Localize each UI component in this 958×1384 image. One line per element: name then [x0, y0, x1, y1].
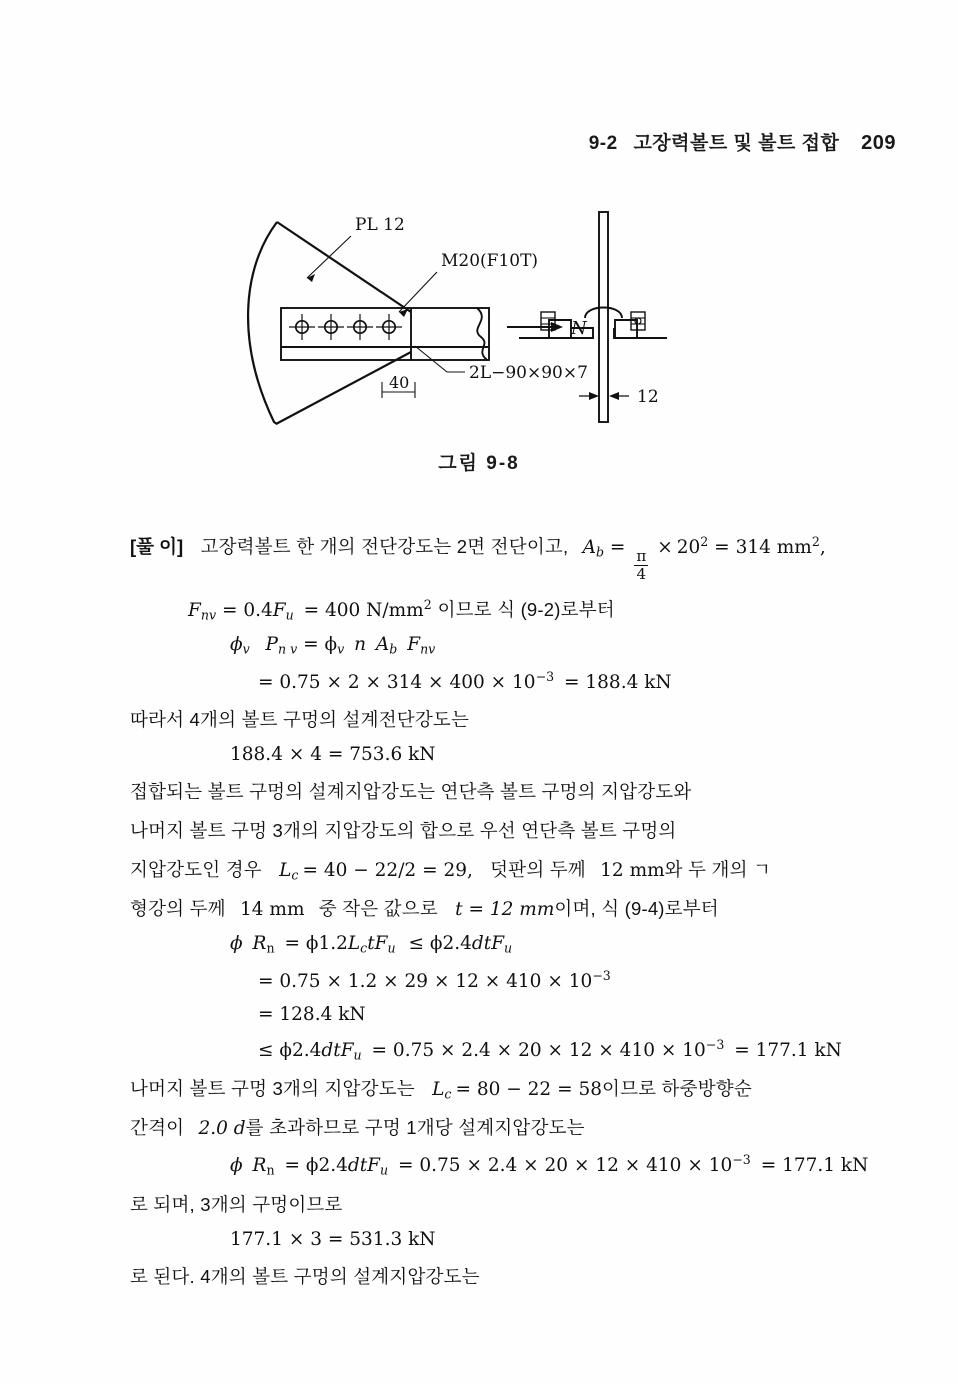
solution-line2-tail: 이므로 식 (9-2)로부터 [437, 598, 615, 620]
running-head [0, 128, 896, 155]
thickness-arrow-right [609, 392, 619, 400]
solution-line-2 [130, 596, 830, 623]
value-plate-thickness: 12 mm [600, 859, 665, 881]
value-2d: 2.0 d [198, 1118, 246, 1140]
header-section-number: 9-2 [588, 133, 618, 154]
page-number: 209 [861, 132, 896, 154]
paragraph-bearing-2: 나머지 볼트 구멍 3개의 지압강도의 합으로 우선 연단측 볼트 구멍의 [130, 819, 677, 841]
side-view-angle-right [615, 320, 637, 338]
label-plate-thickness: 12 [637, 387, 659, 407]
paragraph-remaining-1: 나머지 볼트 구멍 3개의 지압강도는 $L_c = 80 - 22 = 58$이므로 하중방향순 [130, 1077, 752, 1102]
gusset-plate-upper-edge [277, 222, 411, 312]
solution-line1-text: 고장력볼트 한 개의 전단강도는 2면 전단이고, [200, 536, 569, 557]
solution-body [130, 520, 869, 1289]
figure-drawing [219, 200, 739, 430]
bolt-3 [347, 314, 373, 340]
leader-arrow-plate [307, 274, 315, 282]
header-chapter-title: 고장력볼트 및 볼트 접합 [633, 133, 840, 154]
value-angle-thickness: 14 mm [239, 899, 305, 921]
solution-line-1 [130, 533, 830, 583]
figure-caption: 그림 9-8 [438, 453, 520, 474]
angle-member-outline [281, 308, 489, 360]
paragraph-remaining-2: 간격이 2.0 d를 초과하므로 구멍 1개당 설계지압강도는 [130, 1117, 585, 1140]
label-edge-distance: 40 [389, 373, 410, 392]
paragraph-bearing-4: 형강의 두께 14 mm 중 작은 값으로 t = 12 mm이며, 식 (9-4)로부터 [130, 898, 719, 921]
bolt-1 [289, 314, 315, 340]
inline-formula-Ab: $A_b$ = $\frac{\pi}{4}$ × $20^2 = 314$ $mm^2$, [582, 534, 826, 584]
label-bolt: M20(F10T) [441, 251, 539, 271]
bolt-4 [376, 314, 402, 340]
paragraph-shear-total: 따라서 4개의 볼트 구멍의 설계전단강도는 [130, 708, 470, 730]
inline-formula-Lc2: $L_c = 80 - 22 = 58$ [432, 1078, 602, 1102]
sym-P: P [265, 634, 278, 656]
side-view-angle-fillet [585, 308, 622, 319]
solution-tag: [풀 이] [130, 536, 184, 557]
bolt-nut-right [631, 312, 645, 330]
sym-phi-v: ϕ [230, 634, 243, 656]
label-plate: PL 12 [355, 215, 405, 235]
bolt-group [289, 314, 402, 340]
equation-three-holes: 177.1 × 3 = 531.3 kN [230, 1228, 436, 1250]
leader-line-plate [307, 236, 351, 278]
paragraph-bearing-3: 지압강도인 경우 $L_c = 40 - 22/2 = 29$, 덧판의 두께 12 mm와 두 개의 ㄱ [130, 858, 772, 883]
value-t-equals: t = 12 mm [455, 899, 555, 921]
inline-formula-Fnv: $F_{nv} = 0.4F_u = 400$ $N/mm^2$ [188, 596, 432, 623]
connection-detail-drawing [219, 200, 739, 430]
leader-line-bolt [399, 272, 437, 312]
label-angle: 2L−90×90×7 [469, 363, 588, 383]
equation-phi-Rn: ϕ $R_n = \phi 1.2L_ctF_u \le \phi 2.4dtF_u$ [230, 933, 513, 956]
fraction-pi-over-4: $\frac{\pi}{4}$ [636, 547, 647, 584]
equation-phi-Rn-upper-bound: ≤ $\phi 2.4dtF_u = 0.75 \times 2.4 \times 20 \times 12 \times 410 \times 10^{-3} = 177.1$ kN [258, 1036, 842, 1062]
figure-9-8 [0, 200, 958, 475]
break-line [477, 308, 487, 360]
equation-phi-Pnv-value: = $0.75 \times 2 \times 314 \times 400 \times 10^{-3} = 188.4$ kN [258, 668, 672, 693]
paragraph-becomes: 로 되며, 3개의 구멍이므로 [130, 1193, 343, 1215]
equation-final-phi-Rn: ϕ $R_n = \phi 2.4dtF_u = 0.75 \times 2.4 \times 20 \times 12 \times 410 \times 10^{-3} = 177.1$ kN [230, 1152, 869, 1178]
gusset-plate-left-curve [248, 222, 277, 424]
equation-phi-Pnv: $\phi_v$ $P_{n v} = \phi_v$ n $A_b$ $F_{nv}$ [230, 634, 436, 657]
label-force-N: N [571, 318, 587, 339]
bolt-2 [318, 314, 344, 340]
equation-phi-Rn-result: = 128.4 kN [258, 1003, 366, 1025]
paragraph-bearing-1: 접합되는 볼트 구멍의 설계지압강도는 연단측 볼트 구멍의 지압강도와 [130, 780, 692, 802]
equation-shear-total: 188.4 × 4 = 753.6 kN [230, 743, 436, 765]
leader-line-angle [415, 346, 447, 372]
paragraph-last: 로 된다. 4개의 볼트 구멍의 설계지압강도는 [130, 1265, 480, 1287]
thickness-arrow-left [589, 392, 599, 400]
inline-formula-Lc: $L_c = 40 - 22/2 = 29$, [279, 859, 473, 883]
equation-phi-Rn-calc: = $0.75 \times 1.2 \times 29 \times 12 \times 410 \times 10^{-3}$ [258, 967, 611, 992]
side-view-plate [599, 212, 608, 422]
